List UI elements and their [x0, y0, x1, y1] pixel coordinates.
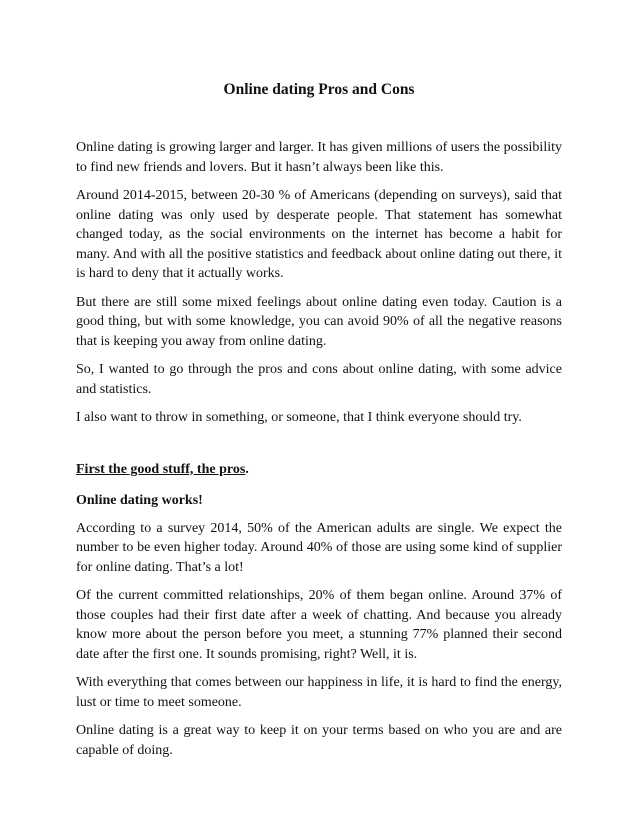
section-paragraph-1: According to a survey 2014, 50% of the American adults are single. We expect the number to be even higher today. Around 40% of those are using some kind of supplier for online dating. That’s a lot! [76, 520, 562, 575]
section-heading-text: First the good stuff, the pros [76, 461, 246, 477]
intro-paragraph-4: So, I wanted to go through the pros and cons about online dating, with some advice and statistics. [76, 362, 562, 397]
intro-paragraph-2: Around 2014-2015, between 20-30 % of Americans (depending on surveys), said that online dating was only used by desperate people. That statement has somewhat changed today, as the social environments on the internet has become a habit for many. And with all the positive statistics and feedback about online dating out there, it is hard to deny that it actually works. [76, 188, 562, 281]
document-body [76, 80, 562, 769]
section-heading-suffix: . [245, 461, 249, 477]
section-paragraph-2: Of the current committed relationships, 20% of them began online. Around 37% of those couples had their first date after a week of chatting. And because you already know more about the person before you meet, a stunning 77% planned their second date after the first one. It sounds promising, right? Well, it is. [76, 588, 562, 662]
section-paragraph-3: With everything that comes between our happiness in life, it is hard to find the energy, lust or time to meet someone. [76, 675, 562, 710]
subheading: Online dating works! [76, 493, 203, 508]
section-heading [76, 460, 562, 480]
intro-paragraph-3: But there are still some mixed feelings about online dating even today. Caution is a good thing, but with some knowledge, you can avoid 90% of all the negative reasons that is keeping you away from online dating. [76, 294, 562, 349]
page-title: Online dating Pros and Cons [223, 81, 415, 98]
section-paragraph-4: Online dating is a great way to keep it on your terms based on who you are and are capable of doing. [76, 723, 562, 758]
intro-paragraph-1: Online dating is growing larger and larger. It has given millions of users the possibility to find new friends and lovers. But it hasn’t always been like this. [76, 140, 562, 175]
intro-paragraph-5: I also want to throw in something, or someone, that I think everyone should try. [76, 410, 522, 425]
